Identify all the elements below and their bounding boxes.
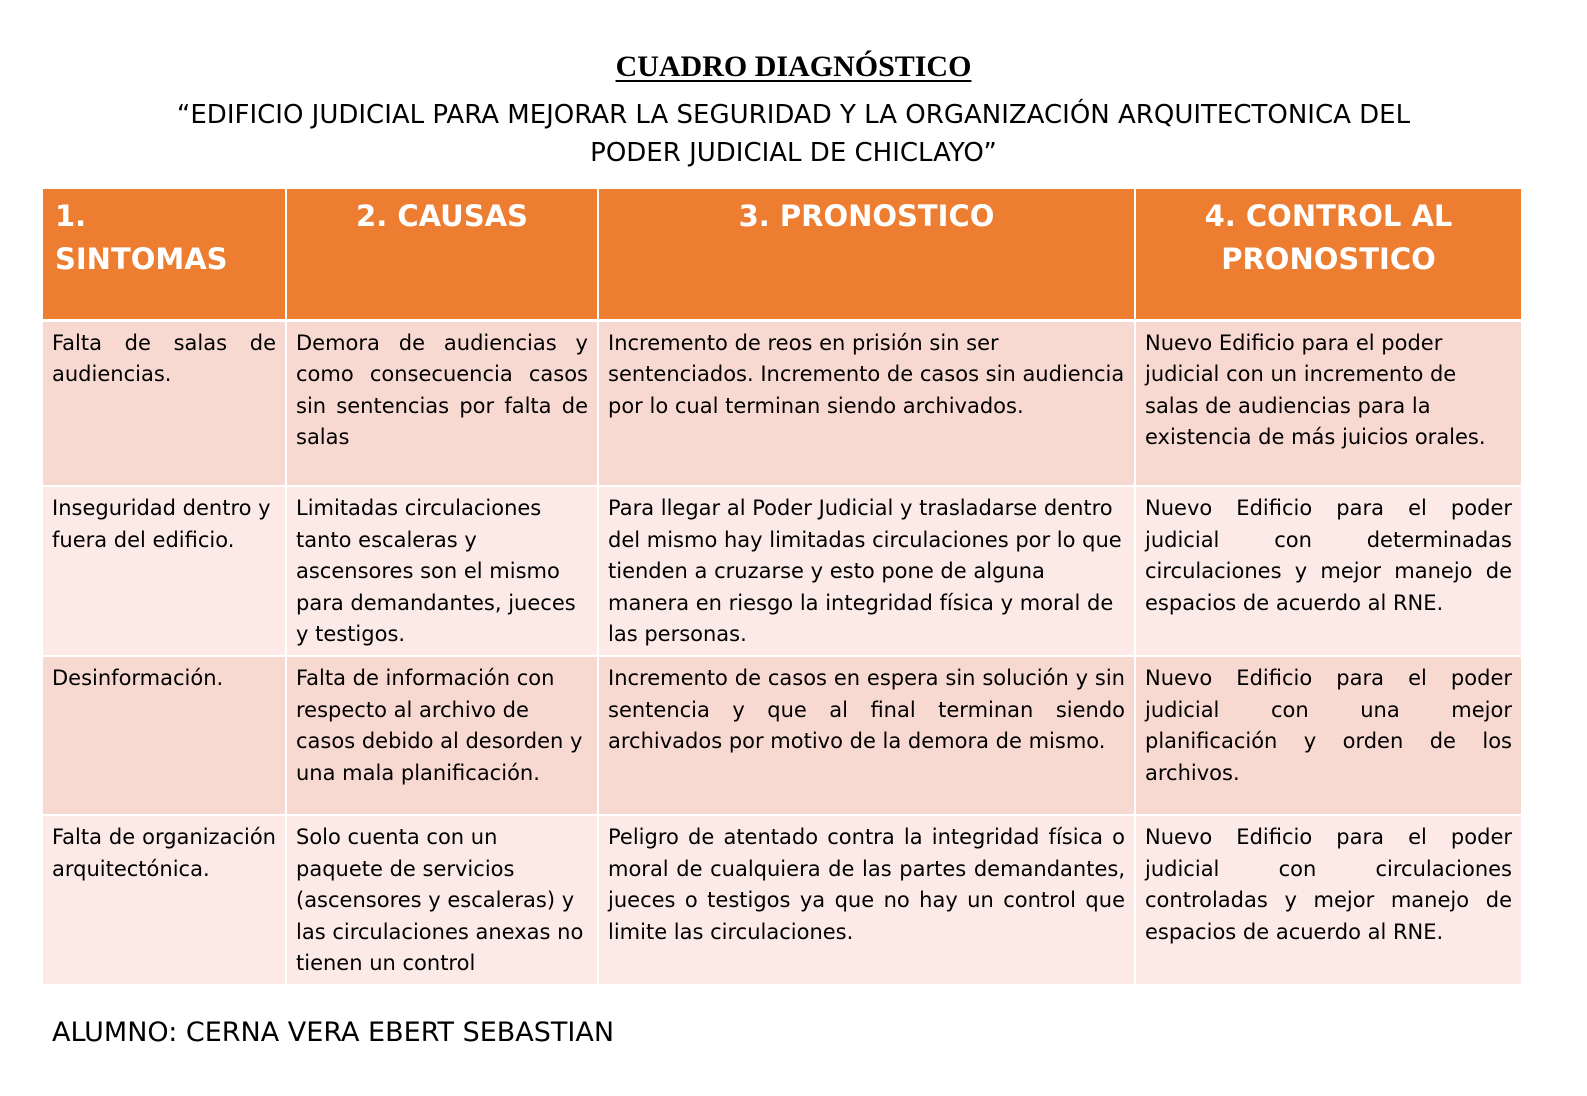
document-title: CUADRO DIAGNÓSTICO: [615, 50, 972, 83]
cell-control: Nuevo Edificio para el poder judicial con determinadas circulaciones y mejor manejo de espacios de acuerdo al RNE.: [1135, 486, 1521, 656]
cell-sintomas: Falta de salas de audiencias.: [43, 320, 286, 486]
table-row: [43, 815, 1521, 985]
header-control: [1135, 189, 1521, 320]
table-header-row: [43, 189, 1521, 320]
header-causas: 2. CAUSAS: [286, 189, 598, 320]
cell-pronostico: Incremento de reos en prisión sin ser sentenciados. Incremento de casos sin audiencia por lo cual terminan siendo archivados.: [598, 320, 1135, 486]
subtitle-line-2: PODER JUDICIAL DE CHICLAYO”: [590, 138, 997, 168]
cell-sintomas: Inseguridad dentro y fuera del edificio.: [43, 486, 286, 656]
subtitle-line-1: “EDIFICIO JUDICIAL PARA MEJORAR LA SEGURIDAD Y LA ORGANIZACIÓN ARQUITECTONICA DEL: [176, 100, 1411, 130]
header-sintomas: [43, 189, 286, 320]
table-row: [43, 320, 1521, 486]
header-pronostico: 3. PRONOSTICO: [598, 189, 1135, 320]
cell-pronostico: Incremento de casos en espera sin solución y sin sentencia y que al final terminan siendo archivados por motivo de la demora de mismo.: [598, 656, 1135, 815]
table-row: [43, 656, 1521, 815]
cell-causas: Limitadas circulaciones tanto escaleras y ascensores son el mismo para demandantes, jueces y testigos.: [286, 486, 598, 656]
header-sintomas-label: SINTOMAS: [55, 242, 228, 276]
cell-pronostico: Peligro de atentado contra la integridad física o moral de cualquiera de las partes demandantes, jueces o testigos ya que no hay un control que limite las circulaciones.: [598, 815, 1135, 985]
cell-control: Nuevo Edificio para el poder judicial con una mejor planificación y orden de los archivos.: [1135, 656, 1521, 815]
cell-causas: Demora de audiencias y como consecuencia casos sin sentencias por falta de salas: [286, 320, 598, 486]
cell-causas: Falta de información con respecto al archivo de casos debido al desorden y una mala planificación.: [286, 656, 598, 815]
cell-pronostico: Para llegar al Poder Judicial y trasladarse dentro del mismo hay limitadas circulaciones por lo que tienden a cruzarse y esto pone de alguna manera en riesgo la integridad física y moral de las personas.: [598, 486, 1135, 656]
header-control-line-2: PRONOSTICO: [1221, 242, 1436, 276]
cell-control: Nuevo Edificio para el poder judicial con un incremento de salas de audiencias para la existencia de más juicios orales.: [1135, 320, 1521, 486]
cell-sintomas: Falta de organización arquitectónica.: [43, 815, 286, 985]
document-subtitle: [160, 96, 1427, 172]
table-row: [43, 486, 1521, 656]
header-sintomas-number: 1.: [55, 199, 87, 233]
header-control-line-1: 4. CONTROL AL: [1204, 199, 1453, 233]
cell-causas: Solo cuenta con un paquete de servicios (ascensores y escaleras) y las circulaciones anexas no tienen un control: [286, 815, 598, 985]
diagnostic-table: [43, 189, 1521, 986]
student-name: ALUMNO: CERNA VERA EBERT SEBASTIAN: [52, 1017, 615, 1048]
cell-sintomas: Desinformación.: [43, 656, 286, 815]
cell-control: Nuevo Edificio para el poder judicial con circulaciones controladas y mejor manejo de espacios de acuerdo al RNE.: [1135, 815, 1521, 985]
